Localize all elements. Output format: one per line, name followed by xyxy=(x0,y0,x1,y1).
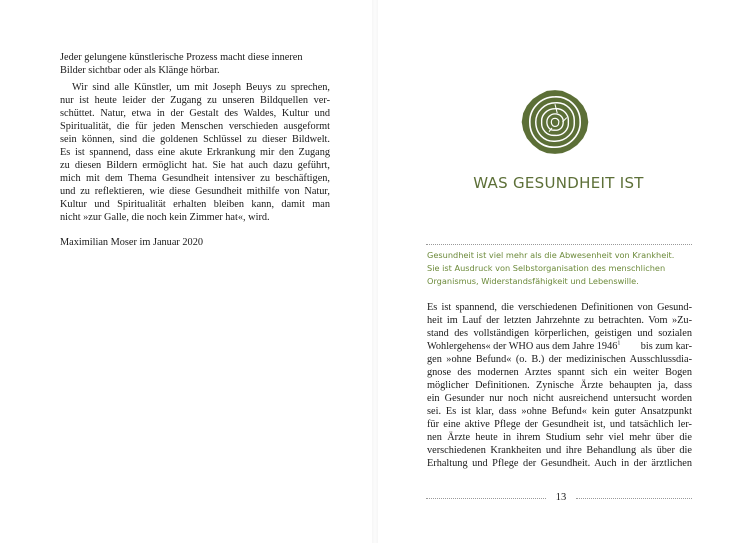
chapter-title: WAS GESUNDHEIT IST xyxy=(473,174,644,192)
left-line: schüttet. Natur, etwa in der Gestalt des Waldes, Kultur und xyxy=(60,108,330,119)
left-line: Spiritualität, die für jeden Menschen verschieden ausgeformt xyxy=(60,121,330,132)
body-line: gnose des modernen Arztes spannt sich ein weiter Bogen xyxy=(427,367,692,378)
body-line: gen »ohne Befund« (o. B.) der medizinischen Ausschlussdia- xyxy=(427,354,692,365)
body-line: verschiedenen Krankheiten und ihre Behandlung als über die xyxy=(427,445,692,456)
folio-rule-right xyxy=(576,498,692,499)
body-line: heit im Lauf der letzten Jahrzehnte zu betrachten. Vom »Zu- xyxy=(427,315,692,326)
page-number: 13 xyxy=(555,492,567,503)
left-line: Bilder sichtbar oder als Klänge hörbar. xyxy=(60,65,220,76)
body-line-text: Wohlergehens« der WHO aus dem Jahre 1946 xyxy=(427,341,618,352)
left-line: Kultur und Spiritualität erhalten bleiben kann, damit man xyxy=(60,199,330,210)
folio-rule-left xyxy=(426,498,546,499)
left-line: sein können, sind die goldenen Schlüssel zu dieser Bildwelt. xyxy=(60,134,330,145)
left-line: Es ist spannend, dass eine akute Erkrankung mir den Zugang xyxy=(60,147,330,158)
lead-line: Organismus, Widerstandsfähigkeit und Lebenswille. xyxy=(427,276,639,286)
left-line: nicht »zur Galle, die noch kein Zimmer hat«, wird. xyxy=(60,212,270,223)
body-line-start xyxy=(427,340,620,353)
body-line: Es ist spannend, die verschiedenen Definitionen von Gesund- xyxy=(427,302,692,313)
tree-rings-icon xyxy=(518,85,592,159)
lead-line: Sie ist Ausdruck von Selbstorganisation des menschlichen xyxy=(427,263,666,273)
left-line: Jeder gelungene künstlerische Prozess macht diese inneren xyxy=(60,52,303,63)
left-line: nur ist heute leider der Zugang zu unseren Bildquellen ver- xyxy=(60,95,330,106)
body-line: für eine aktive Pflege der Gesundheit ist, und tatsächlich ler- xyxy=(427,419,692,430)
body-line-end: bis zum kar- xyxy=(640,341,692,352)
body-line: Erhaltung und Pflege der Gesundheit. Auch in der ärztlichen xyxy=(427,458,692,469)
author-signature: Maximilian Moser im Januar 2020 xyxy=(60,237,203,248)
lead-line: Gesundheit ist viel mehr als die Abwesenheit von Krankheit. xyxy=(427,250,675,260)
body-line xyxy=(427,340,692,353)
body-line: stand des vollständigen körperlichen, geistigen und sozialen xyxy=(427,328,692,339)
left-line: zu diesen Bildern ermöglicht hat. Sie hat auch dazu geführt, xyxy=(60,160,330,171)
left-line: Wir sind alle Künstler, um mit Joseph Beuys zu sprechen, xyxy=(72,82,330,93)
body-line: ein Gesunder nur noch nicht ausreichend untersucht worden xyxy=(427,393,692,404)
body-line: nen Ärzte heute in ihrem Studium sehr viel mehr über die xyxy=(427,432,692,443)
book-gutter xyxy=(372,0,378,543)
left-line: und zu reflektieren, wie diese Gesundheit mithilfe von Natur, xyxy=(60,186,330,197)
dotted-divider-top xyxy=(426,244,692,245)
body-line: möglicher Definitionen. Zynische Ärzte behaupten ja, dass xyxy=(427,380,692,391)
body-line: sei. Es ist klar, dass »ohne Befund« kein guter Ansatzpunkt xyxy=(427,406,692,417)
footnote-mark: 1 xyxy=(617,340,621,347)
left-line: mich mit dem Thema Gesundheit intensiver zu beschäftigen, xyxy=(60,173,330,184)
